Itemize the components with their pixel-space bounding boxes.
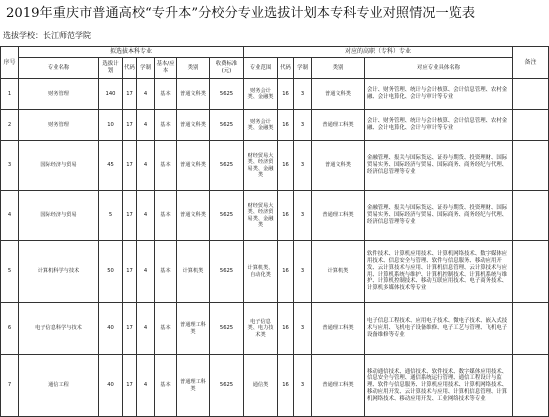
cell-detail: 金融管理、报关与国际货运、证券与期货、投资理财、国际贸易实务、国际经济与贸易、国际商务、商务经纪与代理、经济信息管理等专业 <box>365 191 513 241</box>
cell-years: 4 <box>137 241 155 303</box>
cell-major: 财务管理 <box>19 79 99 110</box>
cell-category: 普通文科类 <box>177 191 210 241</box>
cell-years: 4 <box>137 79 155 110</box>
cell-plan-count: 40 <box>99 303 123 355</box>
col-level: 基本/应本 <box>155 58 177 79</box>
cell-years: 4 <box>137 303 155 355</box>
cell-detail: 电子信息工程技术、应用电子技术、微电子技术、嵌入式技术与应用、飞机电子设备维修、电子工艺与管理、飞机电子设备维修等专业 <box>365 303 513 355</box>
cell-scope: 财务会计类、金融类 <box>244 79 278 110</box>
cell-category: 普通文科类 <box>177 141 210 191</box>
table-row <box>1 241 549 303</box>
remark-header: 备注 <box>513 47 549 79</box>
cell-fee: 5625 <box>210 79 244 110</box>
cell-fee: 5625 <box>210 241 244 303</box>
cell-category: 普通文科类 <box>177 110 210 141</box>
cell-major: 电子信息科学与技术 <box>19 303 99 355</box>
cell-years2: 3 <box>294 141 312 191</box>
col-code: 代码 <box>123 58 137 79</box>
cell-plan-count: 10 <box>99 110 123 141</box>
cell-code2: 16 <box>278 110 294 141</box>
cell-years: 4 <box>137 110 155 141</box>
cell-level: 基本 <box>155 141 177 191</box>
table-row <box>1 110 549 141</box>
col-code2: 代码 <box>278 58 294 79</box>
cell-code2: 16 <box>278 355 294 417</box>
col-plan-count: 选拔计划 <box>99 58 123 79</box>
col-fee: 收费标准(元) <box>210 58 244 79</box>
table-row <box>1 141 549 191</box>
cell-remark <box>513 110 549 141</box>
cell-detail: 移动通信技术、通信技术、软件技术、数字媒体应用技术、信息安全与管理、通信系统运行管理、通信工程设计与监理、软件与信息服务、计算机应用技术、计算机网络技术、移动应用开发、云计算技术与应用、计算机信息管理、计算机网络技术、移动应用开发、工业网络技术等专业 <box>365 355 513 417</box>
cell-years2: 3 <box>294 191 312 241</box>
col-major: 专业名称 <box>19 58 99 79</box>
cell-seq: 5 <box>1 241 19 303</box>
col-category2: 类别 <box>312 58 365 79</box>
cell-code2: 16 <box>278 79 294 110</box>
document-title: 2019年重庆市普通高校“专升本”分校分专业选拔计划本专科专业对照情况一览表 <box>6 6 476 21</box>
cell-scope: 财经贸易大类、经济贸易类、金融类 <box>244 191 278 241</box>
table-row <box>1 303 549 355</box>
cell-level: 基本 <box>155 303 177 355</box>
cell-category2: 普通理工科类 <box>312 303 365 355</box>
cell-fee: 5625 <box>210 110 244 141</box>
cell-years2: 3 <box>294 303 312 355</box>
cell-plan-count: 45 <box>99 141 123 191</box>
cell-detail: 金融管理、报关与国际货运、证券与期货、投资理财、国际贸易实务、国际经济与贸易、国际商务、商务经纪与代理、经济信息管理等专业 <box>365 141 513 191</box>
cell-code2: 16 <box>278 141 294 191</box>
cell-category: 普通理工科类 <box>177 303 210 355</box>
cell-code2: 16 <box>278 241 294 303</box>
cell-detail: 会计、财务管理、统计与会计核算、会计信息管理、农村金融、会计电算化、会计与审计等专业 <box>365 110 513 141</box>
cell-plan-count: 40 <box>99 355 123 417</box>
seq-header: 序号 <box>1 47 19 79</box>
cell-remark <box>513 79 549 110</box>
cell-major: 财务管理 <box>19 110 99 141</box>
cell-major: 计算机科学与技术 <box>19 241 99 303</box>
cell-years: 4 <box>137 191 155 241</box>
cell-category2: 普通理工科类 <box>312 110 365 141</box>
cell-scope: 财经贸易大类、经济贸易类、金融类 <box>244 141 278 191</box>
cell-years2: 3 <box>294 110 312 141</box>
cell-fee: 5625 <box>210 191 244 241</box>
cell-category2: 普通理工科类 <box>312 355 365 417</box>
cell-remark <box>513 141 549 191</box>
cell-code: 17 <box>123 241 137 303</box>
cell-remark <box>513 191 549 241</box>
cell-seq: 6 <box>1 303 19 355</box>
table-row <box>1 79 549 110</box>
cell-category2: 普通理工科类 <box>312 191 365 241</box>
cell-level: 基本 <box>155 241 177 303</box>
cell-code: 17 <box>123 110 137 141</box>
cell-category2: 计算机类 <box>312 241 365 303</box>
cell-category: 普通文科类 <box>177 79 210 110</box>
cell-scope: 财务会计类、金融类 <box>244 110 278 141</box>
cell-code2: 16 <box>278 303 294 355</box>
cell-code: 17 <box>123 191 137 241</box>
cell-seq: 7 <box>1 355 19 417</box>
table-row <box>1 191 549 241</box>
cell-remark <box>513 355 549 417</box>
col-scope: 专业范围 <box>244 58 278 79</box>
cell-level: 基本 <box>155 110 177 141</box>
cell-seq: 3 <box>1 141 19 191</box>
cell-plan-count: 50 <box>99 241 123 303</box>
cell-fee: 5625 <box>210 141 244 191</box>
cell-level: 基本 <box>155 191 177 241</box>
school-line: 选拔学校：长江师范学院 <box>3 31 91 40</box>
cell-remark <box>513 303 549 355</box>
cell-years2: 3 <box>294 79 312 110</box>
cell-scope: 电子信息类、电力技术类 <box>244 303 278 355</box>
cell-plan-count: 5 <box>99 191 123 241</box>
plan-table <box>0 46 549 417</box>
cell-category: 计算机类 <box>177 241 210 303</box>
cell-seq: 2 <box>1 110 19 141</box>
cell-level: 基本 <box>155 79 177 110</box>
cell-scope: 通信类 <box>244 355 278 417</box>
cell-seq: 4 <box>1 191 19 241</box>
cell-plan-count: 140 <box>99 79 123 110</box>
cell-years: 4 <box>137 141 155 191</box>
col-category: 类别 <box>177 58 210 79</box>
cell-category2: 普通文科类 <box>312 141 365 191</box>
cell-major: 通信工程 <box>19 355 99 417</box>
cell-remark <box>513 241 549 303</box>
cell-code: 17 <box>123 141 137 191</box>
col-years2: 学制 <box>294 58 312 79</box>
cell-detail: 软件技术、计算机应用技术、计算机网络技术、数字媒体应用技术、信息安全与管理、软件与信息服务、移动应用开发、云计算技术与应用、计算机信息管理、云计算技术与应用、计算机系统与维护、计算机控制技术、计算机系统与维护、计算机控制技术、移动互联应用技术、电子商务技术、计算机多媒体技术等专业 <box>365 241 513 303</box>
col-years: 学制 <box>137 58 155 79</box>
cell-code: 17 <box>123 355 137 417</box>
cell-code: 17 <box>123 303 137 355</box>
cell-level: 基本 <box>155 355 177 417</box>
plan-group-header: 拟选拔本科专业 <box>19 47 244 58</box>
cell-scope: 计算机类、自动化类 <box>244 241 278 303</box>
cell-fee: 5625 <box>210 303 244 355</box>
cell-years2: 3 <box>294 241 312 303</box>
cell-years: 4 <box>137 355 155 417</box>
cell-category2: 普通文科类 <box>312 79 365 110</box>
cell-detail: 会计、财务管理、统计与会计核算、会计信息管理、农村金融、会计电算化、会计与审计等专业 <box>365 79 513 110</box>
cell-years2: 3 <box>294 355 312 417</box>
table-row <box>1 355 549 417</box>
match-group-header: 对应的高职（专科）专业 <box>244 47 513 58</box>
cell-major: 国际经济与贸易 <box>19 141 99 191</box>
cell-code2: 16 <box>278 191 294 241</box>
cell-fee: 5625 <box>210 355 244 417</box>
cell-seq: 1 <box>1 79 19 110</box>
col-detail: 对应专业具体名称 <box>365 58 513 79</box>
cell-major: 国际经济与贸易 <box>19 191 99 241</box>
cell-code: 17 <box>123 79 137 110</box>
cell-category: 普通理工科类 <box>177 355 210 417</box>
